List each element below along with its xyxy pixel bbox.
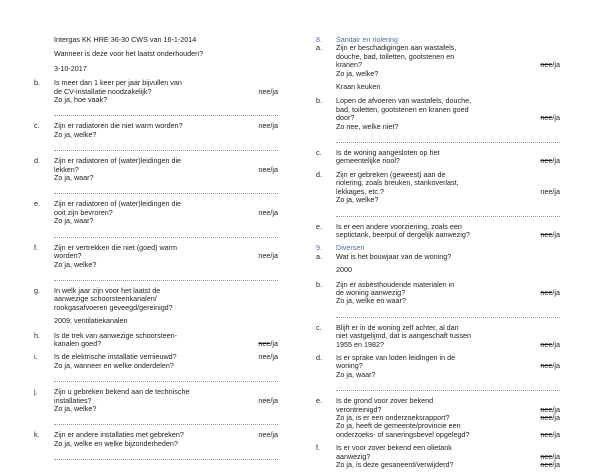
answer-box bbox=[229, 388, 278, 413]
question-line: niet vastgelijmd, dat is aangeschaft tussen bbox=[336, 331, 472, 341]
question-text bbox=[336, 397, 511, 439]
question-item bbox=[316, 171, 560, 205]
answer-slash: / bbox=[552, 229, 555, 239]
question-item bbox=[316, 44, 560, 78]
answer-nee: nee bbox=[258, 352, 271, 362]
question-line: kanalen goed? bbox=[54, 338, 102, 348]
answer-ja: ja bbox=[272, 251, 278, 261]
question-line: ooit zijn bevroren? bbox=[54, 207, 113, 217]
yes-no-answer bbox=[258, 209, 278, 217]
answer-nee: nee bbox=[540, 229, 553, 239]
answer-ja: ja bbox=[554, 113, 560, 123]
question-line: Zo ja, waar? bbox=[336, 369, 376, 379]
question-label: b. bbox=[316, 96, 322, 106]
answer-ja: ja bbox=[554, 404, 560, 414]
answer-slash: / bbox=[552, 186, 555, 196]
answer-slash: / bbox=[552, 412, 555, 422]
question-line: lekkages, etc.? bbox=[336, 186, 384, 196]
question-text bbox=[54, 388, 229, 413]
question-line: woning? bbox=[336, 361, 363, 371]
yes-no-answer bbox=[540, 461, 560, 469]
question-last-service: Wanneer is deze voor het laatst onderhouden? bbox=[54, 49, 204, 59]
answer-box bbox=[229, 431, 278, 448]
question-line: Blijft er in de woning zelf achter, al dan bbox=[336, 322, 459, 332]
answer-dotted-line bbox=[336, 142, 560, 143]
answer-nee: nee bbox=[540, 339, 553, 349]
question-item bbox=[34, 431, 278, 448]
question-line: Zo ja, is deze gesaneerd/verwijderd? bbox=[336, 460, 454, 470]
question-label: d. bbox=[316, 352, 322, 362]
answer-ja: ja bbox=[272, 352, 278, 362]
question-item bbox=[316, 397, 560, 439]
question-line: Zo ja, waar? bbox=[54, 173, 94, 183]
question-line: Is er voor zover bekend een olietank bbox=[336, 443, 452, 453]
yes-no-answer bbox=[540, 289, 560, 297]
question-line: Zijn er radiatoren of (water)leidingen die bbox=[54, 199, 182, 209]
answer-nee: nee bbox=[540, 60, 553, 70]
answer-nee: nee bbox=[258, 251, 271, 261]
answer-slash: / bbox=[552, 404, 555, 414]
answer-slash: / bbox=[270, 430, 273, 440]
question-label: j. bbox=[34, 387, 38, 397]
question-line: aanwezige schoorsteenkanalen/ bbox=[54, 294, 157, 304]
section-title: Diversen bbox=[336, 243, 365, 253]
answer-ja: ja bbox=[554, 451, 560, 461]
yes-no-answer bbox=[258, 122, 278, 130]
answer-ja: ja bbox=[272, 207, 278, 217]
answer-nee: nee bbox=[258, 86, 271, 96]
question-text bbox=[54, 353, 229, 370]
answer-nee: nee bbox=[540, 156, 553, 166]
question-item bbox=[316, 253, 560, 261]
question-line: worden? bbox=[54, 251, 82, 261]
answer-slash: / bbox=[270, 207, 273, 217]
answer-ja: ja bbox=[272, 395, 278, 405]
answer-ja: ja bbox=[554, 429, 560, 439]
question-line: door? bbox=[336, 113, 355, 123]
answer-bouwjaar: 2000 bbox=[336, 265, 352, 275]
question-text bbox=[54, 332, 229, 349]
yes-no-answer bbox=[540, 188, 560, 196]
answer-slash: / bbox=[552, 60, 555, 70]
question-label: g. bbox=[34, 285, 40, 295]
left-column bbox=[34, 36, 278, 466]
answer-box bbox=[229, 244, 278, 269]
answer-ja: ja bbox=[272, 121, 278, 131]
question-text bbox=[54, 200, 229, 225]
answer-box bbox=[229, 353, 278, 370]
answer-ja: ja bbox=[554, 156, 560, 166]
question-line: Zijn er beschadigingen aan wastafels, bbox=[336, 43, 457, 53]
answer-box bbox=[511, 97, 560, 131]
question-text bbox=[54, 244, 229, 269]
answer-nee: nee bbox=[540, 361, 553, 371]
question-label: c. bbox=[34, 121, 40, 131]
question-line: Zo ja, waar? bbox=[54, 216, 94, 226]
answer-box bbox=[511, 171, 560, 205]
answer-ja: ja bbox=[554, 412, 560, 422]
question-line: Zijn er andere installaties met gebreken? bbox=[54, 430, 184, 440]
question-item bbox=[316, 97, 560, 131]
question-line: Zo ja, welke? bbox=[54, 403, 97, 413]
question-line: Zijn er gebreken (geweest) aan de bbox=[336, 169, 446, 179]
question-line: Zo ja, is er een onderzoeksrapport? bbox=[336, 413, 450, 422]
answer-ja: ja bbox=[272, 338, 278, 348]
question-label: e. bbox=[316, 396, 322, 406]
answer-dotted-line bbox=[336, 216, 560, 217]
answer-dotted-line bbox=[54, 381, 278, 382]
answer-nee: nee bbox=[540, 460, 553, 470]
question-line: aanwezig? bbox=[336, 451, 371, 461]
yes-no-answer bbox=[540, 362, 560, 370]
question-line: onderzoeks- of saneringsbevel opgelegd? bbox=[336, 429, 470, 439]
question-text bbox=[336, 354, 511, 379]
answer-slash: / bbox=[552, 451, 555, 461]
answer-dotted-line bbox=[54, 459, 278, 460]
question-text bbox=[54, 79, 229, 104]
answer-dotted-line bbox=[54, 115, 278, 116]
question-line: Zo ja, heeft de gemeente/provincie een bbox=[336, 421, 461, 431]
answer-nee: nee bbox=[540, 287, 553, 297]
question-label: d. bbox=[34, 156, 40, 166]
answer-slash: / bbox=[270, 251, 273, 261]
answer-g: 2009, ventilatiekanalen bbox=[54, 316, 128, 326]
question-label: k. bbox=[34, 430, 40, 440]
question-line: bad, toiletten, gootstenen en kranen goed bbox=[336, 104, 469, 114]
answer-ja: ja bbox=[554, 361, 560, 371]
yes-no-answer bbox=[540, 431, 560, 439]
answer-ja: ja bbox=[554, 229, 560, 239]
answer-box bbox=[511, 444, 560, 469]
yes-no-answer bbox=[540, 114, 560, 122]
answer-dotted-line bbox=[54, 280, 278, 281]
question-line: kranen? bbox=[336, 60, 362, 70]
answer-nee: nee bbox=[540, 404, 553, 414]
question-line: Zo ja, welke en welke bijzonderheden? bbox=[54, 438, 178, 448]
question-item bbox=[316, 324, 560, 349]
yes-no-answer bbox=[540, 157, 560, 165]
question-text bbox=[54, 157, 229, 182]
question-line: Is de woning aangesloten op het bbox=[336, 148, 440, 158]
answer-box bbox=[511, 253, 560, 261]
question-line: Zo ja, welke en waar? bbox=[336, 296, 406, 306]
answer-dotted-line bbox=[54, 150, 278, 151]
answer-box bbox=[511, 223, 560, 240]
question-label: c. bbox=[316, 148, 322, 158]
question-label: d. bbox=[316, 169, 322, 179]
answer-box bbox=[511, 149, 560, 166]
question-text bbox=[336, 97, 511, 131]
answer-box bbox=[511, 281, 560, 306]
answer-box bbox=[511, 354, 560, 379]
question-line: Is meer dan 1 keer per jaar bijvullen van bbox=[54, 78, 182, 88]
question-line: rookgasafvoeren geveegd/gereinigd? bbox=[54, 302, 173, 312]
answer-dotted-line bbox=[54, 424, 278, 425]
answer-slash: / bbox=[552, 156, 555, 166]
question-line: Zo ja, welke? bbox=[336, 68, 379, 78]
question-text bbox=[54, 431, 229, 448]
question-label: f. bbox=[316, 443, 320, 453]
question-item bbox=[316, 444, 560, 469]
yes-no-answer bbox=[540, 231, 560, 239]
answer-nee: nee bbox=[540, 412, 553, 422]
question-label: b. bbox=[316, 279, 322, 289]
answer-ja: ja bbox=[272, 164, 278, 174]
question-line: gemeentelijke riool? bbox=[336, 156, 400, 166]
question-item bbox=[34, 388, 278, 413]
question-line: Wat is het bouwjaar van de woning? bbox=[336, 251, 452, 261]
answer-box bbox=[511, 324, 560, 349]
question-line: Is de grond voor zover bekend bbox=[336, 396, 434, 406]
question-line: Zo ja, welke? bbox=[336, 195, 379, 205]
answer-slash: / bbox=[270, 395, 273, 405]
answer-nee: nee bbox=[258, 430, 271, 440]
question-line: Zijn u gebreken bekend aan de technische bbox=[54, 387, 190, 397]
answer-slash: / bbox=[552, 287, 555, 297]
answer-ja: ja bbox=[554, 460, 560, 470]
question-text bbox=[336, 253, 511, 261]
answer-nee: nee bbox=[540, 451, 553, 461]
answer-nee: nee bbox=[540, 186, 553, 196]
question-line: de woning aanwezig? bbox=[336, 287, 406, 297]
question-line: Zo ja, hoe vaak? bbox=[54, 95, 108, 105]
question-line: douche, bad, toiletten, gootstenen en bbox=[336, 51, 455, 61]
question-text bbox=[336, 149, 511, 166]
answer-dotted-line bbox=[336, 317, 560, 318]
question-line: riolering, zoals breuken, stankoverlast, bbox=[336, 178, 459, 188]
answer-ja: ja bbox=[554, 60, 560, 70]
answer-nee: nee bbox=[258, 207, 271, 217]
question-line: installaties? bbox=[54, 395, 92, 405]
answer-last-service: 3-10-2017 bbox=[54, 63, 87, 73]
question-label: e. bbox=[34, 199, 40, 209]
question-item bbox=[316, 223, 560, 240]
question-item bbox=[34, 287, 278, 312]
question-label: a. bbox=[316, 251, 322, 261]
answer-slash: / bbox=[270, 352, 273, 362]
question-line: septictank, beerput of dergelijk aanwezig? bbox=[336, 229, 470, 239]
question-item bbox=[34, 353, 278, 370]
answer-slash: / bbox=[552, 113, 555, 123]
question-item bbox=[34, 244, 278, 269]
answer-slash: / bbox=[552, 429, 555, 439]
right-column bbox=[316, 36, 560, 474]
answer-box bbox=[229, 332, 278, 349]
answer-slash: / bbox=[270, 121, 273, 131]
answer-dotted-line bbox=[54, 237, 278, 238]
question-label: i. bbox=[34, 352, 38, 362]
yes-no-answer bbox=[258, 353, 278, 361]
yes-no-answer bbox=[258, 252, 278, 260]
question-line: lekken? bbox=[54, 164, 79, 174]
question-item bbox=[34, 122, 278, 139]
answer-a: Kraan keuken bbox=[336, 82, 381, 92]
section-number: 8. bbox=[316, 35, 322, 44]
question-line: Zijn er asbesthoudende materialen in bbox=[336, 279, 455, 289]
question-item bbox=[34, 157, 278, 182]
answer-dotted-line bbox=[54, 193, 278, 194]
question-line: In welk jaar zijn voor het laatst de bbox=[54, 285, 161, 295]
yes-no-answer bbox=[540, 341, 560, 349]
question-line: Is er een andere voorziening, zoals een bbox=[336, 221, 462, 231]
yes-no-answer bbox=[540, 61, 560, 69]
answer-slash: / bbox=[552, 361, 555, 371]
answer-nee: nee bbox=[258, 395, 271, 405]
question-line: verontreinigd? bbox=[336, 404, 382, 414]
question-item bbox=[316, 281, 560, 306]
question-label: e. bbox=[316, 221, 322, 231]
question-line: Is de trek van aanwezige schoorsteen- bbox=[54, 330, 178, 340]
answer-nee: nee bbox=[540, 113, 553, 123]
question-line: Zo ja, welke? bbox=[54, 129, 97, 139]
answer-box bbox=[229, 287, 278, 312]
yes-no-answer bbox=[258, 166, 278, 174]
section-number: 9. bbox=[316, 243, 322, 253]
question-line: Is de elektrische installatie vernieuwd? bbox=[54, 352, 177, 362]
question-text bbox=[54, 122, 229, 139]
question-text bbox=[336, 223, 511, 240]
yes-no-answer bbox=[258, 397, 278, 405]
boiler-info: Intergas KK HRE 36-30 CWS van 16-1-2014 bbox=[54, 35, 197, 44]
yes-no-answer bbox=[258, 431, 278, 439]
answer-slash: / bbox=[270, 164, 273, 174]
yes-no-answer bbox=[258, 340, 278, 348]
answer-slash: / bbox=[552, 339, 555, 349]
question-text bbox=[336, 44, 511, 78]
question-label: c. bbox=[316, 322, 322, 332]
answer-ja: ja bbox=[554, 287, 560, 297]
answer-nee: nee bbox=[540, 429, 553, 439]
yes-no-answer bbox=[258, 88, 278, 96]
answer-dotted-line bbox=[336, 390, 560, 391]
question-item bbox=[34, 332, 278, 349]
question-item bbox=[316, 354, 560, 379]
question-label: h. bbox=[34, 330, 40, 340]
answer-box bbox=[229, 157, 278, 182]
question-line: Is er sprake van loden leidingen in de bbox=[336, 352, 456, 362]
answer-box bbox=[511, 44, 560, 78]
question-item bbox=[34, 200, 278, 225]
question-line: Zijn er vertrekken die niet (goed) warm bbox=[54, 242, 178, 252]
question-line: Zo nee, welke niet? bbox=[336, 121, 399, 131]
question-text bbox=[336, 324, 511, 349]
answer-nee: nee bbox=[258, 121, 271, 131]
answer-ja: ja bbox=[554, 339, 560, 349]
answer-ja: ja bbox=[272, 430, 278, 440]
question-text bbox=[54, 287, 229, 312]
answer-slash: / bbox=[270, 338, 273, 348]
answer-box bbox=[229, 79, 278, 104]
answer-slash: / bbox=[552, 460, 555, 470]
question-line: Zijn er radiatoren die niet warm worden? bbox=[54, 121, 183, 131]
answer-slash: / bbox=[270, 86, 273, 96]
question-line: Zo ja, welke? bbox=[54, 259, 97, 269]
question-line: Zijn er radiatoren of (water)leidingen die bbox=[54, 156, 182, 166]
question-text bbox=[336, 444, 511, 469]
answer-nee: nee bbox=[258, 164, 271, 174]
question-text bbox=[336, 281, 511, 306]
question-line: de CV-installatie noodzakelijk? bbox=[54, 86, 152, 96]
answer-box bbox=[229, 200, 278, 225]
yes-no-answer bbox=[540, 414, 560, 422]
answer-box bbox=[511, 397, 560, 439]
question-line: Zo ja, wanneer en welke onderdelen? bbox=[54, 360, 174, 370]
answer-ja: ja bbox=[554, 186, 560, 196]
answer-nee: nee bbox=[258, 338, 271, 348]
answer-box bbox=[229, 122, 278, 139]
question-label: f. bbox=[34, 242, 38, 252]
question-text bbox=[336, 171, 511, 205]
question-line: 1955 en 1982? bbox=[336, 339, 384, 349]
question-item bbox=[316, 149, 560, 166]
question-label: a. bbox=[316, 43, 322, 53]
question-label: b. bbox=[34, 78, 40, 88]
question-line: Lopen de afvoeren van wastafels, douche, bbox=[336, 96, 472, 106]
question-item bbox=[34, 79, 278, 104]
answer-ja: ja bbox=[272, 86, 278, 96]
section-title: Sanitair en riolering bbox=[336, 35, 398, 44]
